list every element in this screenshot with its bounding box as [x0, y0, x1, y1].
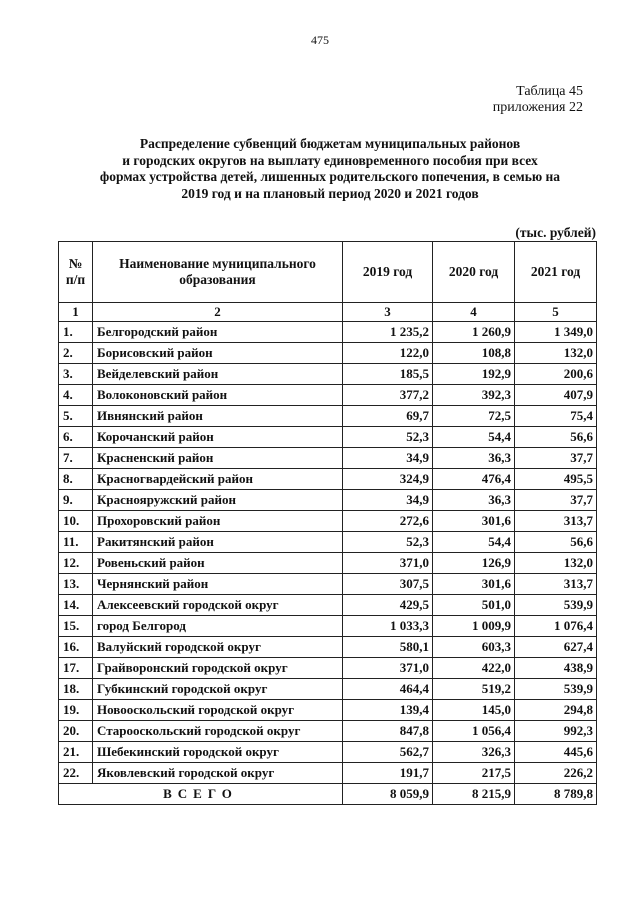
value-2021: 445,6: [515, 742, 597, 763]
value-2019: 52,3: [343, 532, 433, 553]
value-2021: 407,9: [515, 385, 597, 406]
header-num: № п/п: [59, 242, 93, 303]
column-index-row: [59, 303, 597, 322]
row-number: 6.: [59, 427, 93, 448]
row-number: 10.: [59, 511, 93, 532]
value-2021: 313,7: [515, 574, 597, 595]
index-cell: 5: [515, 303, 597, 322]
municipality-name: Корочанский район: [93, 427, 343, 448]
caption-appendix: приложения 22: [492, 100, 583, 115]
value-2019: 464,4: [343, 679, 433, 700]
row-number: 13.: [59, 574, 93, 595]
index-cell: 3: [343, 303, 433, 322]
table-row: [59, 721, 597, 742]
table-row: [59, 448, 597, 469]
value-2021: 200,6: [515, 364, 597, 385]
municipality-name: Ракитянский район: [93, 532, 343, 553]
header-name: Наименование муниципального образования: [93, 242, 343, 303]
value-2019: 371,0: [343, 658, 433, 679]
value-2021: 1 076,4: [515, 616, 597, 637]
value-2021: 438,9: [515, 658, 597, 679]
table-row: [59, 490, 597, 511]
title-line-3: формах устройства детей, лишенных родительского попечения, в семью на: [99, 169, 561, 184]
value-2019: 191,7: [343, 763, 433, 784]
header-2020: 2020 год: [433, 242, 515, 303]
table-row: [59, 553, 597, 574]
caption-table-number: Таблица 45: [516, 84, 583, 99]
value-2020: 192,9: [433, 364, 515, 385]
value-2019: 34,9: [343, 448, 433, 469]
value-2021: 627,4: [515, 637, 597, 658]
municipality-name: Старооскольский городской округ: [93, 721, 343, 742]
table-row: [59, 532, 597, 553]
table-row: [59, 595, 597, 616]
table-row: [59, 763, 597, 784]
row-number: 7.: [59, 448, 93, 469]
value-2019: 371,0: [343, 553, 433, 574]
value-2020: 36,3: [433, 490, 515, 511]
municipality-name: Вейделевский район: [93, 364, 343, 385]
table-row: [59, 322, 597, 343]
value-2020: 326,3: [433, 742, 515, 763]
value-2021: 313,7: [515, 511, 597, 532]
value-2021: 56,6: [515, 427, 597, 448]
subvention-table: [58, 241, 597, 805]
value-2021: 1 349,0: [515, 322, 597, 343]
title-line-1: Распределение субвенций бюджетам муниципальных районов: [139, 136, 521, 151]
municipality-name: Белгородский район: [93, 322, 343, 343]
value-2020: 501,0: [433, 595, 515, 616]
municipality-name: Губкинский городской округ: [93, 679, 343, 700]
value-2020: 519,2: [433, 679, 515, 700]
value-2020: 1 009,9: [433, 616, 515, 637]
municipality-name: город Белгород: [93, 616, 343, 637]
index-cell: 1: [59, 303, 93, 322]
value-2019: 272,6: [343, 511, 433, 532]
title-line-4: 2019 год и на плановый период 2020 и 2021 годов: [181, 185, 479, 201]
value-2020: 301,6: [433, 574, 515, 595]
value-2020: 422,0: [433, 658, 515, 679]
header-2019: 2019 год: [343, 242, 433, 303]
row-number: 16.: [59, 637, 93, 658]
row-number: 12.: [59, 553, 93, 574]
value-2020: 301,6: [433, 511, 515, 532]
table-row: [59, 616, 597, 637]
value-2021: 495,5: [515, 469, 597, 490]
municipality-name: Яковлевский городской округ: [93, 763, 343, 784]
row-number: 21.: [59, 742, 93, 763]
municipality-name: Алексеевский городской округ: [93, 595, 343, 616]
total-label: ВСЕГО: [59, 784, 343, 805]
value-2021: 294,8: [515, 700, 597, 721]
value-2021: 132,0: [515, 553, 597, 574]
value-2019: 307,5: [343, 574, 433, 595]
value-2020: 36,3: [433, 448, 515, 469]
total-2021: 8 789,8: [515, 784, 597, 805]
total-2020: 8 215,9: [433, 784, 515, 805]
table-row: [59, 742, 597, 763]
value-2019: 1 235,2: [343, 322, 433, 343]
value-2019: 580,1: [343, 637, 433, 658]
municipality-name: Красненский район: [93, 448, 343, 469]
table-row: [59, 385, 597, 406]
table-row: [59, 700, 597, 721]
table-row: [59, 364, 597, 385]
table-row: [59, 658, 597, 679]
table-header-row: [59, 242, 597, 303]
table-row: [59, 574, 597, 595]
value-2019: 847,8: [343, 721, 433, 742]
row-number: 1.: [59, 322, 93, 343]
page-number: 475: [311, 33, 329, 47]
value-2020: 392,3: [433, 385, 515, 406]
total-row: [59, 784, 597, 805]
value-2021: 37,7: [515, 490, 597, 511]
title-line-2: и городских округов на выплату единовременного пособия при всех: [122, 152, 538, 168]
table-caption: [493, 84, 583, 116]
value-2019: 34,9: [343, 490, 433, 511]
row-number: 15.: [59, 616, 93, 637]
value-2021: 992,3: [515, 721, 597, 742]
value-2020: 126,9: [433, 553, 515, 574]
table-row: [59, 469, 597, 490]
row-number: 2.: [59, 343, 93, 364]
value-2019: 52,3: [343, 427, 433, 448]
municipality-name: Борисовский район: [93, 343, 343, 364]
municipality-name: Красногвардейский район: [93, 469, 343, 490]
value-2021: 56,6: [515, 532, 597, 553]
value-2021: 539,9: [515, 679, 597, 700]
value-2020: 108,8: [433, 343, 515, 364]
row-number: 4.: [59, 385, 93, 406]
value-2019: 139,4: [343, 700, 433, 721]
municipality-name: Валуйский городской округ: [93, 637, 343, 658]
municipality-name: Чернянский район: [93, 574, 343, 595]
table-row: [59, 406, 597, 427]
index-cell: 2: [93, 303, 343, 322]
value-2019: 429,5: [343, 595, 433, 616]
value-2021: 539,9: [515, 595, 597, 616]
value-2021: 75,4: [515, 406, 597, 427]
table-row: [59, 343, 597, 364]
row-number: 5.: [59, 406, 93, 427]
municipality-name: Грайворонский городской округ: [93, 658, 343, 679]
row-number: 8.: [59, 469, 93, 490]
row-number: 19.: [59, 700, 93, 721]
value-2020: 217,5: [433, 763, 515, 784]
row-number: 9.: [59, 490, 93, 511]
municipality-name: Волоконовский район: [93, 385, 343, 406]
row-number: 3.: [59, 364, 93, 385]
table-row: [59, 679, 597, 700]
total-2019: 8 059,9: [343, 784, 433, 805]
municipality-name: Ровеньский район: [93, 553, 343, 574]
value-2019: 1 033,3: [343, 616, 433, 637]
value-2020: 54,4: [433, 427, 515, 448]
value-2019: 562,7: [343, 742, 433, 763]
row-number: 14.: [59, 595, 93, 616]
value-2020: 72,5: [433, 406, 515, 427]
index-cell: 4: [433, 303, 515, 322]
value-2020: 1 260,9: [433, 322, 515, 343]
value-2020: 603,3: [433, 637, 515, 658]
value-2020: 476,4: [433, 469, 515, 490]
table-row: [59, 427, 597, 448]
table-row: [59, 637, 597, 658]
row-number: 17.: [59, 658, 93, 679]
row-number: 18.: [59, 679, 93, 700]
value-2020: 145,0: [433, 700, 515, 721]
value-2019: 377,2: [343, 385, 433, 406]
row-number: 22.: [59, 763, 93, 784]
value-2019: 185,5: [343, 364, 433, 385]
municipality-name: Новооскольский городской округ: [93, 700, 343, 721]
municipality-name: Ивнянский район: [93, 406, 343, 427]
document-title: [60, 136, 600, 202]
row-number: 11.: [59, 532, 93, 553]
table-row: [59, 511, 597, 532]
value-2019: 324,9: [343, 469, 433, 490]
value-2019: 122,0: [343, 343, 433, 364]
value-2020: 54,4: [433, 532, 515, 553]
value-2021: 37,7: [515, 448, 597, 469]
row-number: 20.: [59, 721, 93, 742]
value-2021: 226,2: [515, 763, 597, 784]
value-2020: 1 056,4: [433, 721, 515, 742]
units-label: (тыс. рублей): [515, 225, 596, 240]
header-2021: 2021 год: [515, 242, 597, 303]
municipality-name: Краснояружский район: [93, 490, 343, 511]
value-2021: 132,0: [515, 343, 597, 364]
municipality-name: Шебекинский городской округ: [93, 742, 343, 763]
municipality-name: Прохоровский район: [93, 511, 343, 532]
value-2019: 69,7: [343, 406, 433, 427]
